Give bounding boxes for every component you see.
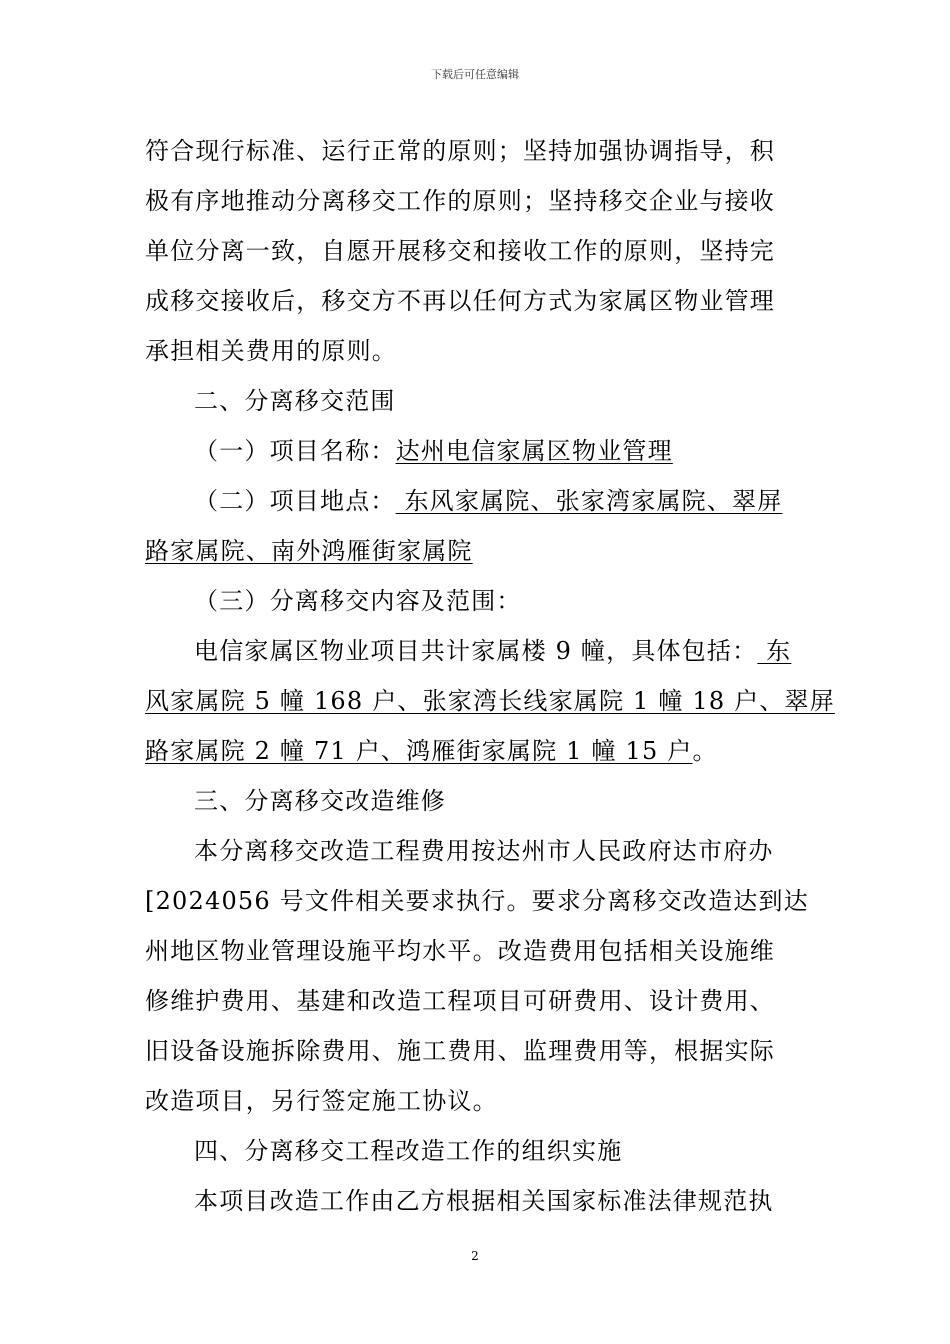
header-note: 下载后可任意编辑	[431, 68, 519, 81]
paragraph-line: 改造项目，另行签定施工协议。	[145, 1087, 498, 1115]
scope-detail-prefix: 电信家属区物业项目共计家属楼 9 幢，具体包括：	[194, 637, 758, 665]
paragraph-line: 本项目改造工作由乙方根据相关国家标准法律规范执	[194, 1187, 774, 1215]
project-name-label: （一）项目名称：	[194, 437, 396, 465]
paragraph-line: 极有序地推动分离移交工作的原则；坚持移交企业与接收	[145, 187, 775, 215]
paragraph-line: 旧设备设施拆除费用、施工费用、监理费用等，根据实际	[145, 1037, 775, 1065]
document-body	[145, 126, 835, 1226]
scope-detail-line	[145, 726, 795, 776]
project-location-label: （二）项目地点：	[194, 487, 396, 515]
paragraph-line: 承担相关费用的原则。	[145, 337, 397, 365]
paragraph-line: [2024056 号文件相关要求执行。要求分离移交改造达到达	[145, 887, 809, 915]
paragraph-line: 单位分离一致，自愿开展移交和接收工作的原则，坚持完	[145, 237, 775, 265]
paragraph-line: 成移交接收后，移交方不再以任何方式为家属区物业管理	[145, 287, 775, 315]
scope-detail-line	[145, 676, 835, 726]
project-name-value: 达州电信家属区物业管理	[395, 437, 673, 465]
project-location-value: 东风家属院、张家湾家属院、翠屏	[395, 487, 783, 515]
page-number: 2	[471, 1249, 479, 1263]
scope-detail-end: 。	[692, 737, 718, 765]
scope-detail-underlined: 风家属院 5 幢 168 户、张家湾长线家属院 1 幢 18 户、翠屏	[145, 687, 835, 715]
scope-detail-underlined: 路家属院 2 幢 71 户、鸿雁街家属院 1 幢 15 户	[145, 737, 693, 765]
paragraph-line: 本分离移交改造工程费用按达州市人民政府达市府办	[194, 837, 774, 865]
project-name-row	[145, 426, 795, 476]
paragraph-line: 修维护费用、基建和改造工程项目可研费用、设计费用、	[145, 987, 775, 1015]
scope-label: （三）分离移交内容及范围：	[194, 587, 522, 615]
project-location-row-cont	[145, 526, 795, 576]
section-heading-4: 四、分离移交工程改造工作的组织实施	[194, 1137, 623, 1165]
scope-detail-line	[145, 626, 795, 676]
section-heading-2: 二、分离移交范围	[194, 387, 396, 415]
project-location-row	[145, 476, 795, 526]
project-location-value-cont: 路家属院、南外鸿雁街家属院	[145, 537, 473, 565]
paragraph-line: 州地区物业管理设施平均水平。改造费用包括相关设施维	[145, 937, 775, 965]
section-heading-3: 三、分离移交改造维修	[194, 787, 446, 815]
paragraph-line: 符合现行标准、运行正常的原则；坚持加强协调指导，积	[145, 137, 775, 165]
scope-detail-underlined: 东	[757, 637, 792, 665]
